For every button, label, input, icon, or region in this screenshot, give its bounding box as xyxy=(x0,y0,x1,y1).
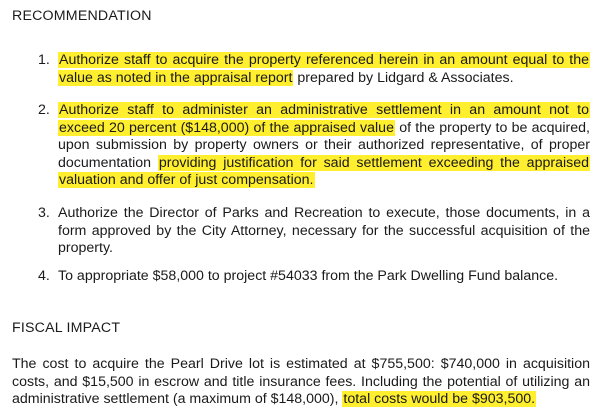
item-text: To appropriate $58,000 to project #54033 from the Park Dwelling Fund balance. xyxy=(58,268,559,284)
recommendation-item-4 xyxy=(38,268,590,286)
item-number: 4. xyxy=(38,268,50,284)
highlighted-text: Authorize staff to acquire the property referenced herein in an amount equal to the value as noted in the appraisal report xyxy=(59,52,589,86)
item-number: 2. xyxy=(38,102,50,118)
recommendation-heading: RECOMMENDATION xyxy=(12,8,152,24)
item-text xyxy=(58,52,590,87)
item-text: Authorize the Director of Parks and Recreation to execute, those documents, in a form approved by the City Attorney, necessary for the successful acquisition of the property. xyxy=(58,205,590,256)
plain-text: of the property to be acquired, upon submission by property owners or their authorized representative, of proper documentation xyxy=(58,119,591,171)
highlighted-text: providing justification for said settlement exceeding the appraised valuation and offer of just compensation. xyxy=(59,154,589,188)
recommendation-item-1 xyxy=(38,52,590,87)
recommendation-item-2 xyxy=(38,102,590,190)
highlighted-text: total costs would be $903,500. xyxy=(343,391,536,407)
plain-text: prepared by Lidgard & Associates. xyxy=(293,69,514,86)
plain-text: The cost to acquire the Pearl Drive lot is estimated at $755,500: $740,000 in acquisition costs, and $15,500 in escrow and title insurance fees. Including the potential of utilizing an administrative settlement (a maximum of $148,000), xyxy=(12,356,590,407)
recommendation-item-3 xyxy=(38,205,590,258)
item-number: 3. xyxy=(38,205,50,221)
item-text xyxy=(58,102,590,190)
highlighted-text: Authorize staff to administer an administrative settlement in an amount not to exceed 20 percent ($148,000) of the appraised value xyxy=(59,102,589,136)
fiscal-impact-heading: FISCAL IMPACT xyxy=(12,320,121,336)
fiscal-impact-paragraph xyxy=(12,356,590,409)
item-number: 1. xyxy=(38,52,50,68)
